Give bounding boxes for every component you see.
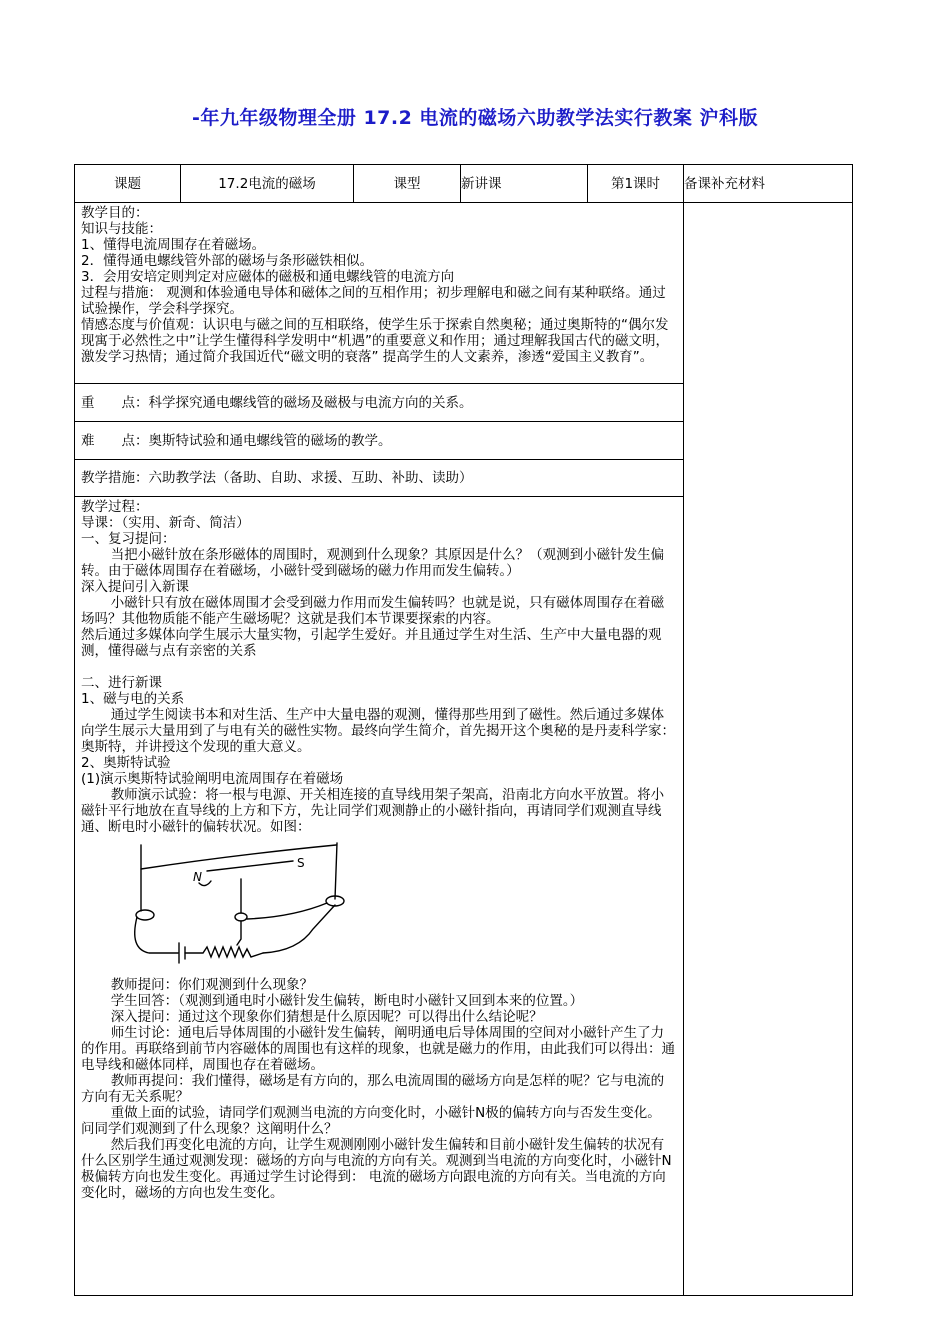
notes-label: 备课补充材料 [684,165,853,203]
process-paragraph: (1)演示奥斯特试验阐明电流周围存在着磁场 [81,771,344,787]
switch-link-wire [247,903,327,919]
objective-line: 1、懂得电流周围存在着磁场。 [81,237,266,253]
process-paragraph: 2、奥斯特试验 [81,755,171,771]
type-label: 课型 [354,165,461,203]
right-support [335,843,337,899]
key-point: 重 点：科学探究通电螺线管的磁场及磁极与电流方向的关系。 [75,384,684,422]
process-part-b [81,977,677,1201]
process-paragraph: 导课：（实用、新奇、简洁） [81,515,250,531]
process-paragraph: 然后通过多媒体向学生展示大量实物，引起学生爱好。并且通过学生对生活、生产中大量电器的观测，懂得磁与点有亲密的关系 [81,627,662,659]
difficulty-point: 难 点：奥斯特试验和通电螺线管的磁场的教学。 [75,422,684,460]
objectives-cell [75,203,684,384]
process-paragraph: 深入提问：通过这个现象你们猜想是什么原因呢？可以得出什么结论呢？ [110,1009,543,1025]
lesson-plan-table [74,164,853,1296]
process-paragraph: 重做上面的试验，请同学们观测当电流的方向变化时，小磁针N极的偏转方向与否发生变化。 问同学们观测到了什么现象？这阐明什么？ [81,1105,661,1137]
process-paragraph: 通过学生阅读书本和对生活、生产中大量电器的观测，懂得那些用到了磁性。然后通过多媒体向学生展示大量用到了与电有关的磁性实物。最终向学生简介，首先揭开这个奥秘的是丹麦科学家：奥斯特，并讲授这个发现的重大意义。 [81,707,675,755]
objective-line: 教学目的： [81,205,149,221]
oersted-circuit-diagram [123,839,363,971]
process-cell [75,497,684,1296]
process-part-a [81,499,677,835]
objective-line: 知识与技能： [81,221,162,237]
objective-line: 2．懂得通电螺线管外部的磁场与条形磁铁相似。 [81,253,374,269]
type-value: 新讲课 [461,165,588,203]
teaching-method: 教学措施：六助教学法（备助、自助、求援、互助、补助、读助） [75,460,684,497]
header-row [75,165,853,203]
document-title: -年九年级物理全册 17.2 电流的磁场六助教学法实行教案 沪科版 [191,107,759,129]
process-paragraph: 学生回答：（观测到通电时小磁针发生偏转，断电时小磁针又回到本来的位置。） [110,993,584,1009]
objective-line: 过程与措施： 观测和体验通电导体和磁体之间的互相作用；初步理解电和磁之间有某种联络。通过试验操作，学会科学探究。 [81,285,666,317]
objective-line: 3．会用安培定则判定对应磁体的磁极和通电螺线管的电流方向 [81,269,455,285]
objectives-list [75,203,683,368]
rheostat-slider [237,921,241,945]
left-lower-wire [135,917,178,953]
process-paragraph: 小磁针只有放在磁体周围才会受到磁力作用而发生偏转吗？也就是说，只有磁体周围存在着磁场吗？其他物质能不能产生磁场呢？这就是我们本节课要探索的内容。 [81,595,665,627]
north-pole-label: N [193,870,202,884]
process-paragraph: 深入提问引入新课 [81,579,189,595]
process-paragraph: 教师演示试验：将一根与电源、开关相连接的直导线用架子架高，沿南北方向水平放置。将小磁针平行地放在直导线的上方和下方，先让同学们观测静止的小磁针指向，再请同学们观测直导线通、断电时小磁针的偏转状况。如图： [81,787,665,835]
needle-base [235,913,247,921]
process-paragraph: 二、进行新课 [81,675,162,691]
process-paragraph: 师生讨论：通电后导体周围的小磁针发生偏转，阐明通电后导体周围的空间对小磁针产生了力的作用。再联络到前节内容磁体的周围也有这样的现象，也就是磁力的作用，由此我们可以得出：通电导线和磁体同样，周围也存在着磁场。 [81,1025,675,1073]
topic-value: 17.2电流的磁场 [181,165,354,203]
process-paragraph: 当把小磁针放在条形磁体的周围时，观测到什么现象？其原因是什么？（观测到小磁针发生偏转。由于磁体周围存在着磁场，小磁针受到磁场的磁力作用而发生偏转。） [81,547,665,579]
process-paragraph: 教师提问：你们观测到什么现象？ [110,977,314,993]
rheostat [185,947,263,957]
process-paragraph: 教师再提问：我们懂得，磁场是有方向的，那么电流周围的磁场方向是怎样的呢？它与电流的方向有无关系呢？ [81,1073,665,1105]
period-value: 第1课时 [588,165,684,203]
process-paragraph: 然后我们再变化电流的方向，让学生观测刚刚小磁针发生偏转和目前小磁针发生偏转的状况有什么区别学生通过观测发现：磁场的方向与电流的方向有关。观测到当电流的方向变化时，小磁针N极偏转方向也发生变化。再通过学生讨论得到： 电流的磁场方向跟电流的方向有关。当电流的方向变化时，磁场的方向也发生变化。 [81,1137,672,1201]
teaching-process [75,497,683,1204]
topic-label: 课题 [75,165,181,203]
process-paragraph: 教学过程： [81,499,149,515]
south-pole-label: S [297,856,305,870]
compass-needle [207,861,293,871]
process-paragraph [81,659,677,675]
straight-wire [141,845,336,869]
process-paragraph: 一、复习提问： [81,531,176,547]
process-paragraph: 1、磁与电的关系 [81,691,185,707]
objective-line: 情感态度与价值观：认识电与磁之间的互相联络，使学生乐于探索自然奥秘；通过奥斯特的“偶尔发现寓于必然性之中”让学生懂得科学发明中“机遇”的重要意义和作用；通过理解我国古代的磁文明，激发学习热情；通过简介我国近代“磁文明的衰落” 提高学生的人文素养，渗透“爱国主义教育”。 [81,317,669,365]
notes-column [684,203,853,1296]
left-base [136,910,154,920]
